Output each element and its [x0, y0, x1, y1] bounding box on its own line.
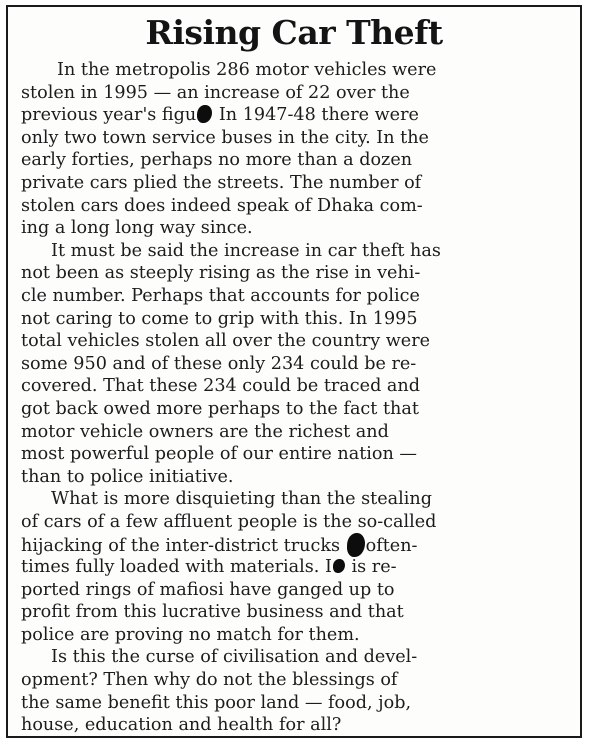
paragraph-1-line-4: only two town service buses in the city. In the	[21, 127, 429, 148]
paragraph-2-line-9: motor vehicle owners are the richest and	[21, 421, 389, 442]
paragraph-2-line-4: not caring to come to grip with this. In 1995	[21, 308, 418, 329]
paragraph-1-line-6: private cars plied the streets. The number of	[21, 172, 422, 193]
ink-blot-icon	[197, 105, 212, 123]
paragraph-3-line-2: of cars of a few affluent people is the so-called	[21, 511, 437, 532]
paragraph-1-line-5: early forties, perhaps no more than a dozen	[21, 150, 413, 171]
paragraph-3-line-7: police are proving no match for them.	[21, 624, 360, 645]
paragraph-2-line-2: not been as steeply rising as the rise in vehi-	[21, 263, 421, 284]
paragraph-3-line-3	[21, 533, 568, 556]
paragraph-3-line-3-part-2: often-	[365, 536, 418, 557]
paragraph-2-line-6: some 950 and of these only 234 could be re-	[21, 353, 417, 374]
paragraph-1-line-7: stolen cars does indeed speak of Dhaka com-	[21, 195, 423, 216]
paragraph-1-line-3	[21, 104, 568, 127]
paragraph-3-line-6: profit from this lucrative business and that	[21, 602, 404, 623]
paragraph-3-line-5: ported rings of mafiosi have ganged up to	[21, 579, 395, 600]
paragraph-4-line-3: the same benefit this poor land — food, job,	[21, 692, 412, 713]
paragraph-1-line-3-part-2: In 1947-48 there were	[213, 105, 419, 126]
paragraph-1-line-8: ing a long long way since.	[21, 218, 253, 239]
paragraph-2-line-7: covered. That these 234 could be traced and	[21, 376, 421, 397]
paragraph-3-line-4-part-2: is re-	[345, 557, 397, 578]
paragraph-3-line-1: What is more disquieting than the stealing	[51, 489, 433, 510]
paragraph-2-line-5: total vehicles stolen all over the country were	[21, 331, 431, 352]
paragraph-4-line-4: house, education and health for all?	[21, 715, 342, 736]
paragraph-3-line-4	[21, 556, 568, 579]
paragraph-1-line-2: stolen in 1995 — an increase of 22 over the	[21, 82, 410, 103]
paragraph-3-line-4-part-1: times fully loaded with materials. I	[21, 557, 332, 578]
paragraph-4-line-2: opment? Then why do not the blessings of	[21, 670, 398, 691]
ink-blot-icon	[333, 559, 345, 573]
paragraph-2-line-8: got back owed more perhaps to the fact that	[21, 398, 419, 419]
headline: Rising Car Theft	[145, 13, 443, 52]
newspaper-clipping	[6, 5, 582, 738]
paragraph-2-line-11: than to police initiative.	[21, 466, 234, 487]
paragraph-2-line-1: It must be said the increase in car theft has	[51, 240, 441, 261]
paragraph-3-line-3-part-1: hijacking of the inter-district trucks	[21, 536, 346, 557]
paragraph-2-line-3: cle number. Perhaps that accounts for police	[21, 285, 420, 306]
paragraph-1-line-1: In the metropolis 286 motor vehicles were	[57, 60, 437, 80]
paragraph-1-line-3-part-1: previous year's figu	[21, 105, 197, 126]
paragraph-2-line-10: most powerful people of our entire nation —	[21, 444, 418, 465]
ink-blot-icon	[347, 533, 365, 557]
paragraph-4-line-1: Is this the curse of civilisation and devel-	[51, 647, 418, 668]
article-body	[21, 59, 568, 737]
